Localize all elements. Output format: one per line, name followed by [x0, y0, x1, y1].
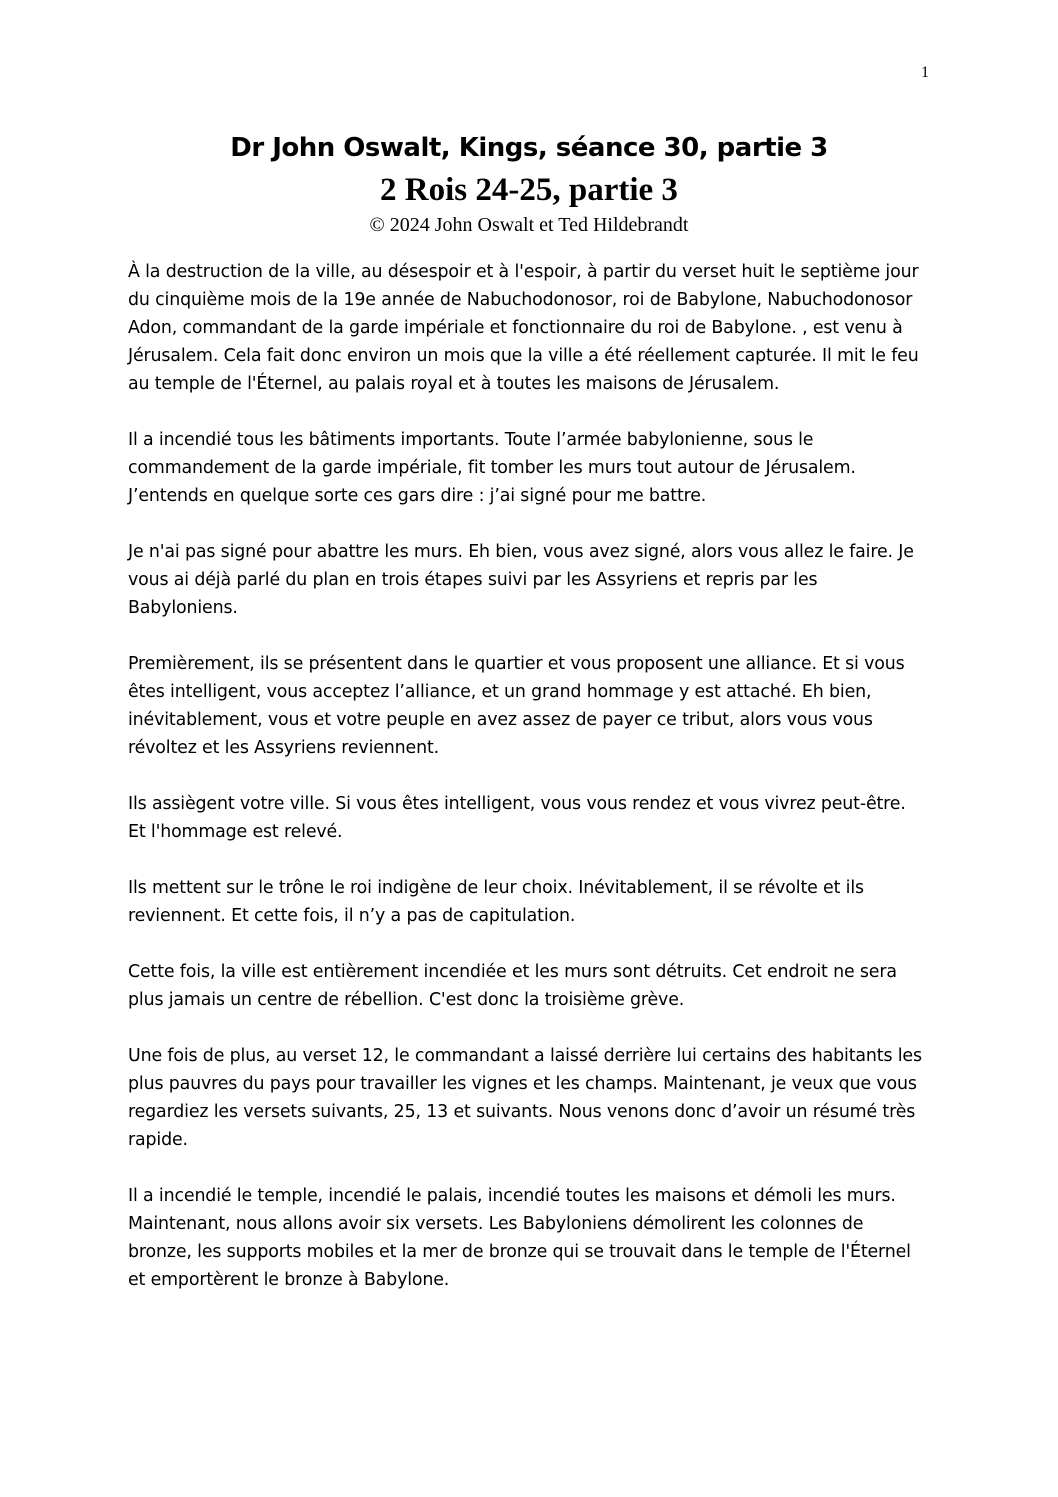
paragraph: Ils assiègent votre ville. Si vous êtes intelligent, vous vous rendez et vous vivrez peut-être. Et l'hommage est relevé.: [128, 794, 906, 842]
document-subtitle: 2 Rois 24-25, partie 3: [380, 172, 678, 208]
document-body: [128, 258, 928, 1322]
paragraph: Premièrement, ils se présentent dans le quartier et vous proposent une alliance. Et si vous êtes intelligent, vous acceptez l’alliance, et un grand hommage y est attaché. Eh bien, inévitablement, vous et votre peuple en avez assez de payer ce tribut, alors vous vous révoltez et les Assyriens reviennent.: [128, 654, 905, 758]
copyright-line: © 2024 John Oswalt et Ted Hildebrandt: [369, 214, 689, 236]
paragraph: Cette fois, la ville est entièrement incendiée et les murs sont détruits. Cet endroit ne sera plus jamais un centre de rébellion. C'est donc la troisième grève.: [128, 962, 897, 1010]
paragraph: Il a incendié tous les bâtiments importants. Toute l’armée babylonienne, sous le commandement de la garde impériale, fit tomber les murs tout autour de Jérusalem. J’entends en quelque sorte ces gars dire : j’ai signé pour me battre.: [128, 430, 856, 506]
paragraph: Ils mettent sur le trône le roi indigène de leur choix. Inévitablement, il se révolte et ils reviennent. Et cette fois, il n’y a pas de capitulation.: [128, 878, 864, 926]
paragraph: Une fois de plus, au verset 12, le commandant a laissé derrière lui certains des habitants les plus pauvres du pays pour travailler les vignes et les champs. Maintenant, je veux que vous regardiez les versets suivants, 25, 13 et suivants. Nous venons donc d’avoir un résumé très rapide.: [128, 1046, 922, 1150]
document-title: Dr John Oswalt, Kings, séance 30, partie 3: [230, 133, 828, 163]
paragraph: Il a incendié le temple, incendié le palais, incendié toutes les maisons et démoli les murs. Maintenant, nous allons avoir six versets. Les Babyloniens démolirent les colonnes de bronze, les supports mobiles et la mer de bronze qui se trouvait dans le temple de l'Éternel et emportèrent le bronze à Babylone.: [128, 1186, 911, 1290]
paragraph: Je n'ai pas signé pour abattre les murs. Eh bien, vous avez signé, alors vous allez le faire. Je vous ai déjà parlé du plan en trois étapes suivi par les Assyriens et repris par les Babyloniens.: [128, 542, 914, 618]
page-number: 1: [921, 64, 929, 81]
paragraph: À la destruction de la ville, au désespoir et à l'espoir, à partir du verset huit le septième jour du cinquième mois de la 19e année de Nabuchodonosor, roi de Babylone, Nabuchodonosor Adon, commandant de la garde impériale et fonctionnaire du roi de Babylone. , est venu à Jérusalem. Cela fait donc environ un mois que la ville a été réellement capturée. Il mit le feu au temple de l'Éternel, au palais royal et à toutes les maisons de Jérusalem.: [128, 262, 919, 394]
